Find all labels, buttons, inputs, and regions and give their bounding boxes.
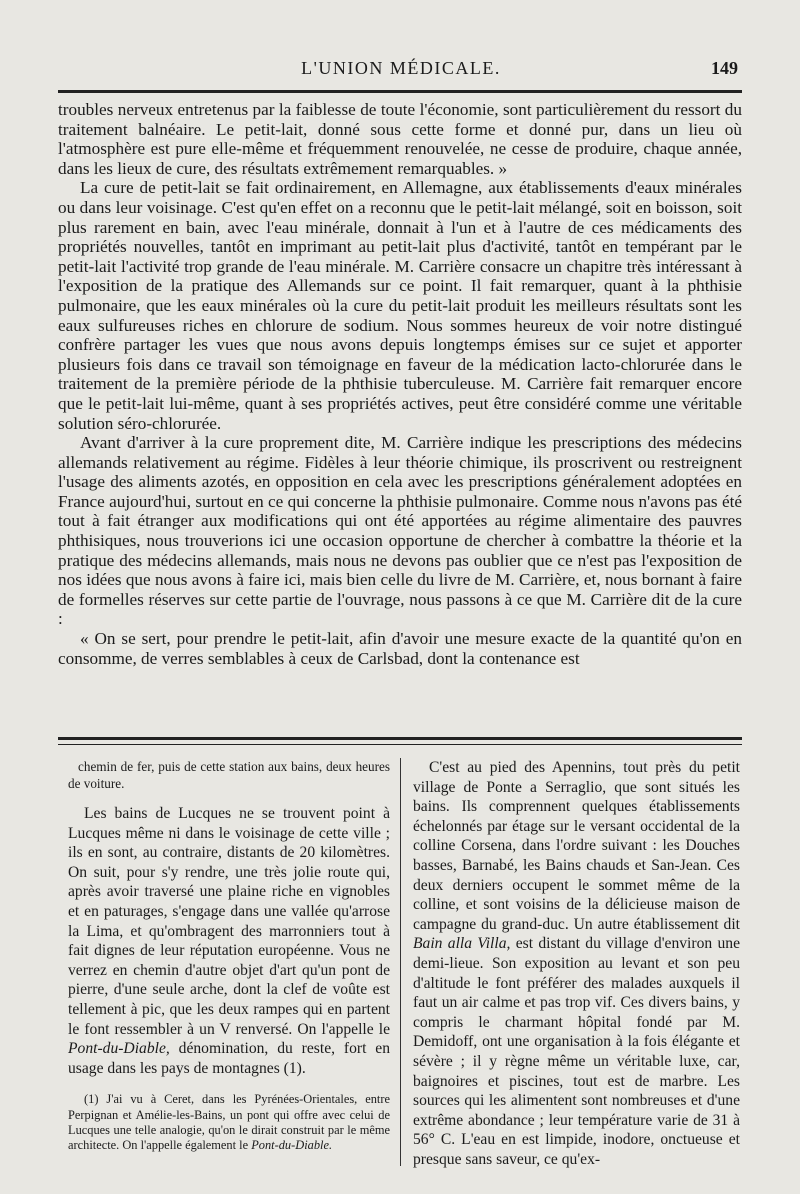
paragraph: troubles nerveux entretenus par la faiblesse de toute l'économie, sont particulièrement du ressort du traitement balnéaire. Le petit-lait, donné sous cette forme et donné pur, dans un lieu où l'atmosphère est pure elle-même et fréquemment renouvelée, ne cesse de produire, chaque année, dans les lieux de cure, des résultats extrêmement remarquables. » (58, 100, 742, 178)
paragraph: C'est au pied des Apennins, tout près du petit village de Ponte a Serraglio, que sont situés les bains. Ils comprennent quelques établissements échelonnés par étage sur le versant occidental de la colline Corsena, dans l'ordre suivant : les Douches basses, Barnabé, les Bains chauds et San-Jean. Ces deux derniers occupent le sommet même de la colline, et sont voisins de la délicieuse maison de campagne du grand-duc. Un autre établissement dit Bain alla Villa, est distant du village d'environ une demi-lieue. Son exposition au levant et son peu d'altitude le font préférer des malades auxquels il faut un air calme et pas trop vif. Ces divers bains, y compris le charmant hôpital fondé par M. Demidoff, ont une organisation à la fois élégante et sévère ; il y règne même un véritable luxe, car, baignoires et piscines, tout est de marbre. Les sources qui les alimentent sont nombreuses et d'une extrême abondance ; leur température varie de 31 à 56° C. L'eau en est limpide, inodore, onctueuse et presque sans saveur, ce qu'ex- (413, 759, 740, 1168)
paragraph: Avant d'arriver à la cure proprement dite, M. Carrière indique les prescriptions des médecins allemands relativement au régime. Fidèles à leur théorie chimique, ils proscrivent ou restreignent l'usage des aliments azotés, en opposition en cela avec les prescriptions généralement adoptées en France aujourd'hui, surtout en ce qui concerne la phthisie pulmonaire. Comme nous n'avons pas été tout à fait étranger aux modifications qui ont été apportées au régime alimentaire des pauvres phthisiques, nous trouverions ici une occasion opportune de chercher à combattre la théorie et la pratique des médecins allemands, mais nous ne devons pas oublier que ce n'est pas l'exposition de nos idées que nous avons à faire ici, mais bien celle du livre de M. Carrière, et, nous bornant à faire de formelles réserves sur cette partie de l'ouvrage, nous passons à ce que M. Carrière dit de la cure : (58, 433, 742, 629)
italic-term: Bain alla Villa, (413, 935, 511, 953)
paragraph: La cure de petit-lait se fait ordinairement, en Allemagne, aux établissements d'eaux minérales ou dans leur voisinage. C'est qu'en effet on a reconnu que le petit-lait mélangé, soit en boisson, soit plus rarement en bain, avec l'eau minérale, donnait à l'un et à l'autre de ces médicaments des propriétés nouvelles, tantôt en imprimant au petit-lait plus d'activité, tantôt en tempérant par le petit-lait l'activité trop grande de l'eau minérale. M. Carrière consacre un chapitre très intéressant à l'exposition de la pratique des Allemands sur ce point. Il fait remarquer, quant à la phthisie pulmonaire, que les eaux minérales où la cure du petit-lait produit les meilleurs résultats sont les eaux sulfureuses riches en chlorure de sodium. Nous sommes heureux de voir notre distingué confrère partager les vues que nous avons depuis longtemps émises sur ce sujet et apporter plusieurs fois dans ce travail son témoignage en faveur de la médication lacto-chlorurée dans le traitement de la première période de la phthisie tuberculeuse. M. Carrière fait remarquer encore que le petit-lait lui-même, quant à ses propriétés actives, peut être considéré comme une véritable solution séro-chlorurée. (58, 178, 742, 433)
footnote: (1) J'ai vu à Ceret, dans les Pyrénées-Orientales, entre Perpignan et Amélie-les-Bains, un pont qui offre avec celui de Lucques une telle analogie, qu'on le dirait construit par le même architecte. On l'appelle également le Pont-du-Diable. (68, 1092, 390, 1152)
paragraph: Les bains de Lucques ne se trouvent point à Lucques même ni dans le voisinage de cette ville ; ils en sont, au contraire, distants de 20 kilomètres. On suit, pour s'y rendre, une très jolie route qui, après avoir traversé une plaine riche en vignobles et en paturages, s'engage dans une vallée qu'arrose la Lima, et qu'ombragent des marronniers tout à fait dignes de leur réputation européenne. Vous ne verrez en chemin d'autre objet d'art qu'un pont de pierre, d'une seule arche, dont la clef de voûte est tellement à pic, que les deux rampes qui en partent le font ressembler à un V renversé. On l'appelle le Pont-du-Diable, dénomination, du reste, fort en usage dans les pays de montagnes (1). (68, 805, 391, 1077)
page-number: 149 (711, 58, 738, 78)
italic-term: Pont-du-Diable, (68, 1040, 170, 1058)
running-title: L'UNION MÉDICALE. (301, 58, 501, 78)
main-article (58, 100, 742, 668)
column-divider (400, 758, 401, 1166)
paragraph: « On se sert, pour prendre le petit-lait, afin d'avoir une mesure exacte de la quantité qu'on en consomme, de verres semblables à ceux de Carlsbad, dont la contenance est (58, 629, 742, 668)
italic-term: Pont-du-Diable. (251, 1137, 333, 1152)
feuilleton-right-column (413, 758, 740, 1169)
column-intro: chemin de fer, puis de cette station aux bains, deux heures de voiture. (68, 759, 390, 791)
header-rule (58, 90, 742, 93)
page-header (60, 58, 742, 84)
section-rule (58, 737, 742, 745)
feuilleton-left-column (68, 758, 390, 1153)
